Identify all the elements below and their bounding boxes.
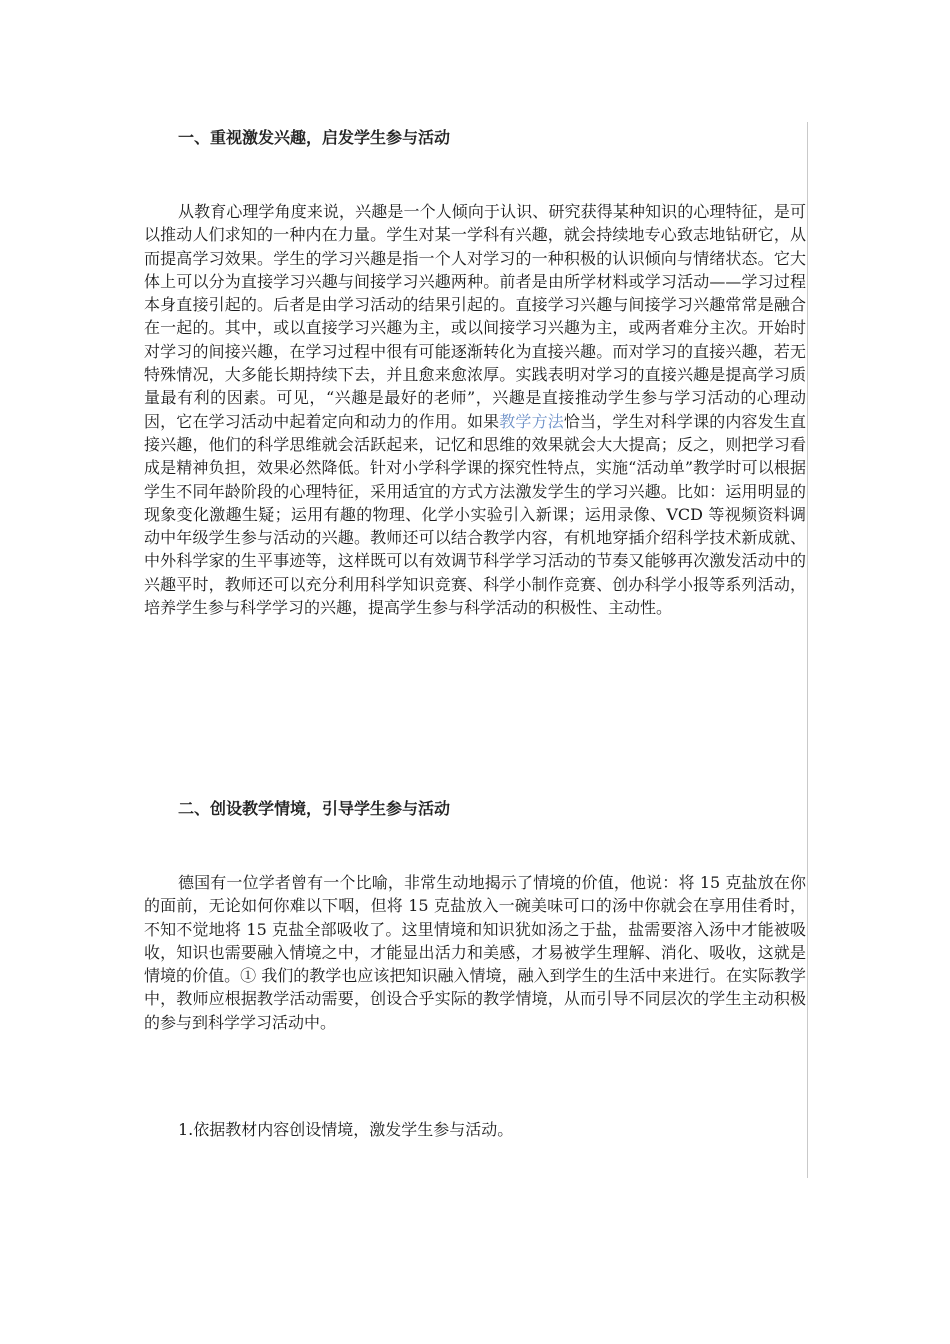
section-1-text-after-link: 恰当，学生对科学课的内容发生直接兴趣，他们的科学思维就会活跃起来，记忆和思维的效果就会大大提高；反之，则把学习看成是精神负担，效果必然降低。针对小学科学课的探究性特点，实施“活动单”教学时可以根据学生不同年龄阶段的心理特征，采用适宜的方式方法激发学生的学习兴趣。比如：运用明显的现象变化激趣生疑；运用有趣的物理、化学小实验引入新课；运用录像、VCD 等视频资料调动中年级学生参与活动的兴趣。教师还可以结合教学内容，有机地穿插介绍科学技术新成就、中外科学家的生平事迹等，这样既可以有效调节科学学习活动的节奏又能够再次激发活动中的兴趣平时，教师还可以充分利用科学知识竞赛、科学小制作竞赛、创办科学小报等系列活动，培养学生参与科学学习的兴趣，提高学生参与科学活动的积极性、主动性。 [144,411,806,618]
section-2-paragraph: 德国有一位学者曾有一个比喻，非常生动地揭示了情境的价值，他说：将 15 克盐放在你的面前，无论如何你难以下咽，但将 15 克盐放入一碗美味可口的汤中你就会在享用佳肴时，不知不觉地将 15 克盐全部吸收了。这里情境和知识犹如汤之于盐，盐需要溶入汤中才能被吸收，知识也需要融入情境之中，才能显出活力和美感，才易被学生理解、消化、吸收，这就是情境的价值。① 我们的教学也应该把知识融入情境，融入到学生的生活中来进行。在实际教学中，教师应根据教学活动需要，创设合乎实际的教学情境，从而引导不同层次的学生主动积极的参与到科学学习活动中。 [144,873,806,1032]
right-margin-rule [807,122,808,1178]
section-2-heading: 二、创设教学情境，引导学生参与活动 [178,799,451,818]
section-1-text-before-link: 从教育心理学角度来说，兴趣是一个人倾向于认识、研究获得某种知识的心理特征，是可以推动人们求知的一种内在力量。学生对某一学科有兴趣，就会持续地专心致志地钻研它，从而提高学习效果。学生的学习兴趣是指一个人对学习的一种积极的认识倾向与情绪状态。它大体上可以分为直接学习兴趣与间接学习兴趣两种。前者是由所学材料或学习活动——学习过程本身直接引起的。后者是由学习活动的结果引起的。直接学习兴趣与间接学习兴趣常常是融合在一起的。其中，或以直接学习兴趣为主，或以间接学习兴趣为主，或两者难分主次。开始时对学习的间接兴趣，在学习过程中很有可能逐渐转化为直接兴趣。而对学习的直接兴趣，若无特殊情况，大多能长期持续下去，并且愈来愈浓厚。实践表明对学习的直接兴趣是提高学习质量最有利的因素。可见，“兴趣是最好的老师”，兴趣是直接推动学生参与学习活动的心理动因，它在学习活动中起着定向和动力的作用。如果 [144,202,806,431]
section-1-heading: 一、重视激发兴趣，启发学生参与活动 [178,128,451,147]
teaching-method-link[interactable]: 教学方法 [499,411,564,431]
section-1-paragraph [144,200,806,619]
section-2-item-1: 1.依据教材内容创设情境，激发学生参与活动。 [178,1120,514,1139]
